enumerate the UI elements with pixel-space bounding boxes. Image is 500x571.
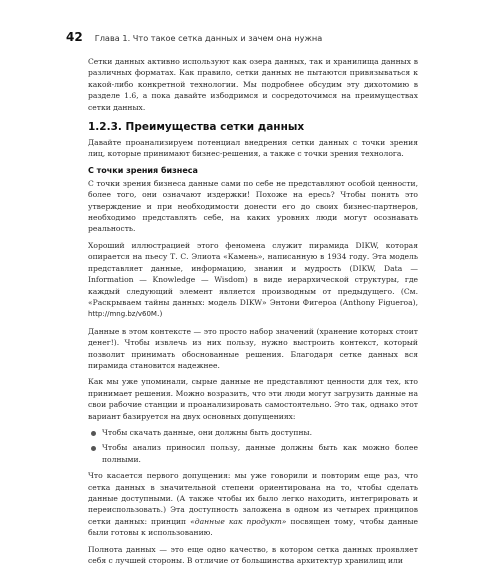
- business-paragraph-1: С точки зрения бизнеса данные сами по себе не представляют особой ценности, более того, они означают издержки! Похоже на ересь? Чтобы понять это утверждение и при необходимости донести его до своих бизнес-партнеров, необходимо представлять себе, на каких уровнях люди могут осознавать реальность.: [88, 178, 418, 234]
- section-heading: 1.2.3. Преимущества сетки данных: [88, 121, 305, 134]
- p5-text: Что касается первого допущения: мы уже говорили и повторим еще раз, что сетка данных в значительной степени ориентирована на то, чтобы сделать данные доступными. (А также чтобы их было легко находить, интегрировать и переиспользовать.) Эта доступность заложена в одном из четырех принципов сетки данных: принцип: [88, 471, 418, 526]
- p5-text-end: посвящен тому, чтобы данные были готовы к использованию.: [88, 516, 418, 538]
- running-header: [66, 30, 440, 44]
- list-item-text: Чтобы анализ приносил пользу, данные должны быть как можно более полными.: [102, 443, 418, 464]
- bullet-icon: [91, 446, 96, 451]
- business-paragraph-4: Как мы уже упоминали, сырые данные не представляют ценности для тех, кто принимает решения. Можно возразить, что эти люди могут загрузить данные на свои рабочие станции и проанализировать самостоятельно. Это так, однако этот вариант базируется на двух основных допущениях:: [88, 377, 418, 421]
- chapter-title: Глава 1. Что такое сетка данных и зачем она нужна: [94, 33, 323, 43]
- page-number: 42: [66, 30, 83, 44]
- business-paragraph-5: [88, 470, 418, 538]
- business-paragraph-3: Данные в этом контексте — это просто набор значений (хранение которых стоит денег!). Чтобы извлечь из них пользу, нужно выстроить контекст, который позволит принимать обоснованные решения. Благодаря сетке данных вся пирамида становится надежнее.: [88, 326, 418, 370]
- assumptions-list: [88, 427, 418, 465]
- subsection-heading: С точки зрения бизнеса: [88, 165, 198, 175]
- dikw-text-end: .): [156, 309, 163, 319]
- page-body: [88, 56, 418, 571]
- dikw-text: Хороший иллюстрацией этого феномена служит пирамида DIKW, которая опирается на пьесу Т. С. Элиота «Камень», написанную в 1934 году. Эта модель представляет данные, информацию, знания и мудрость (DIKW, Data — Information — Knowledge — Wisdom) в виде иерархической структуры, где каждый следующий элемент является производным от предыдущего. (См. «Раскрываем тайны данных: модель DIKW» Энтони Фигероа (Anthony Figueroa),: [88, 240, 418, 307]
- dikw-link[interactable]: http://mng.bz/v60M: [88, 310, 157, 319]
- business-paragraph-6: Полнота данных — это еще одно качество, в котором сетка данных проявляет себя с лучшей стороны. В отличие от большинства архитектур хранилищ или: [88, 544, 418, 566]
- list-item: [88, 442, 418, 465]
- list-item-text: Чтобы скачать данные, они должны быть доступны.: [102, 427, 312, 437]
- intro-paragraph: Сетки данных активно используют как озера данных, так и хранилища данных в различных форматах. Как правило, сетки данных не пытаются привязываться к какой-либо конкретной технологии. Мы подробнее обсудим эту дихотомию в разделе 1.6, а пока давайте избодримся и сосредоточимся на преимуществах сетки данных.: [88, 57, 418, 112]
- p5-emphasis: «данные как продукт»: [190, 516, 287, 526]
- dikw-paragraph: [88, 240, 418, 321]
- list-item: [88, 427, 418, 438]
- bullet-icon: [91, 431, 96, 436]
- section-intro: Давайте проанализируем потенциал внедрения сетки данных с точки зрения лиц, которые принимают бизнес-решения, а также с точки зрения технолога.: [88, 138, 418, 159]
